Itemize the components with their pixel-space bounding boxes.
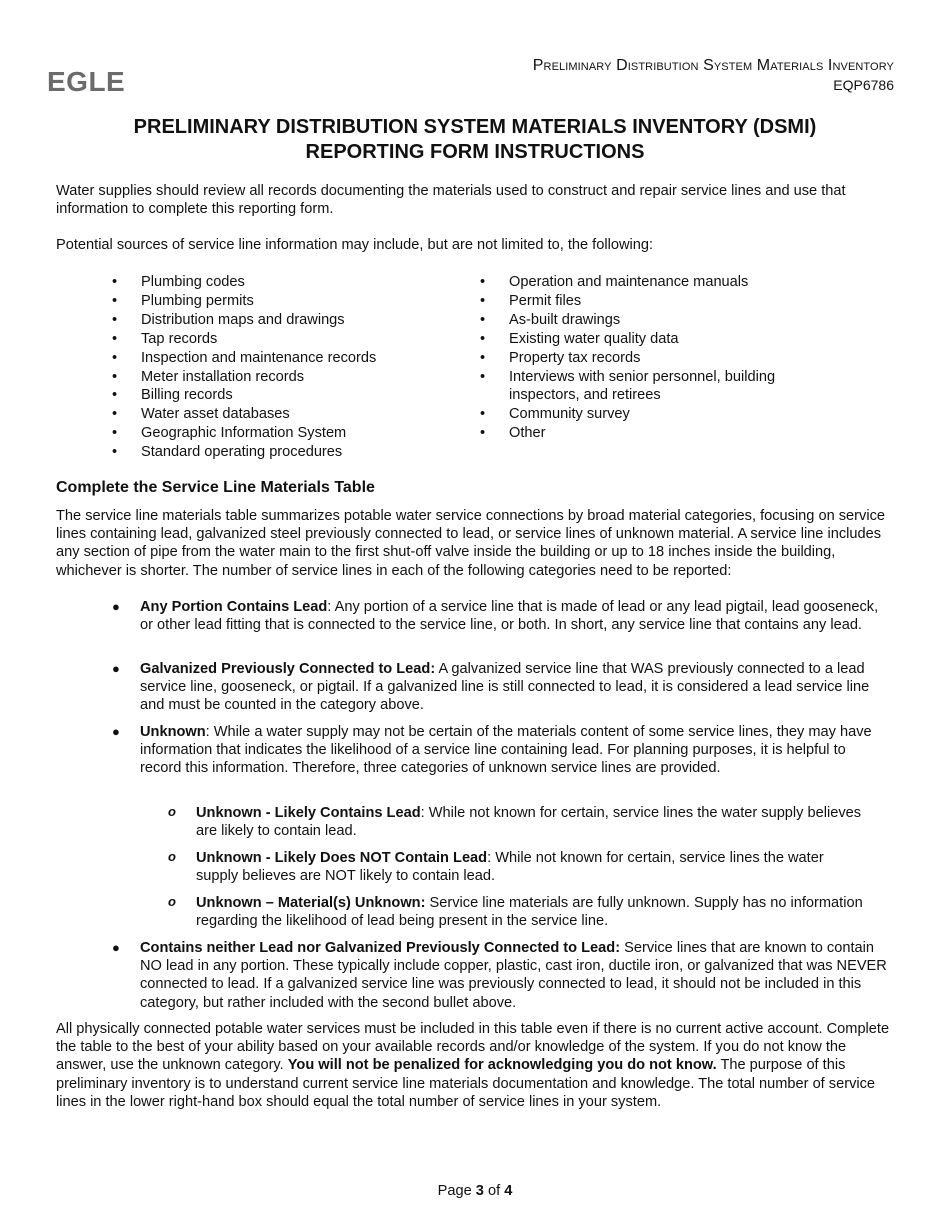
list-item: • As-built drawings bbox=[480, 311, 810, 330]
list-item: • Existing water quality data bbox=[480, 330, 810, 349]
bullet-icon: ● bbox=[112, 724, 120, 739]
term-separator: : bbox=[327, 599, 335, 615]
list-item: • Meter installation records bbox=[112, 368, 452, 387]
category-description: While a water supply may not be certain of the materials content of some service lines, they may have information that indicates the likelihood of a service line containing lead. For planning purposes, it is helpful to record this information. Therefore, three categories of unknown service lines are provided. bbox=[140, 724, 872, 777]
section-intro: The service line materials table summarizes potable water service connections by broad material categories, focusing on service lines containing lead, galvanized steel previously connected to lead, or service lines of unknown material. A service line includes any section of pipe from the water main to the first shut-off valve inside the building or up to 18 inches inside the building, whichever is shorter. The number of service lines in each of the following categories need to be reported: bbox=[56, 508, 885, 579]
bullet-icon: ● bbox=[112, 940, 120, 955]
category-description: Any portion of a service line that is made of lead or any lead pigtail, lead gooseneck, or other lead fitting that is connected to the service line, or both. In short, any service line that contains any lead. bbox=[140, 599, 879, 634]
list-item: • Geographic Information System bbox=[112, 424, 452, 443]
of-word: of bbox=[483, 1183, 505, 1199]
list-item: • Other bbox=[480, 424, 810, 443]
intro-paragraph: Water supplies should review all records documenting the materials used to construct and repair service lines and use that information to complete this reporting form. bbox=[56, 183, 846, 218]
bullet-icon: ● bbox=[112, 661, 120, 676]
title-line-2: REPORTING FORM INSTRUCTIONS bbox=[305, 141, 645, 163]
category-description: A galvanized service line that WAS previously connected to a lead service line, gooseneck, or pigtail. If a galvanized line is still connected to lead, it is considered a lead service line and must be counted in the category above. bbox=[140, 661, 870, 714]
egle-logo bbox=[47, 68, 127, 93]
logo-text: EGLE bbox=[47, 68, 126, 93]
category-description: While not known for certain, service lines the water supply believes are likely to contain lead. bbox=[196, 805, 862, 840]
list-item: • Community survey bbox=[480, 405, 810, 424]
page-total: 4 bbox=[504, 1183, 513, 1199]
closing-text-end: The purpose of this preliminary inventory is to understand current service line materials documentation and knowledge. The total number of service lines in the lower right-hand box should equal the total number of service lines in your system. bbox=[56, 1057, 876, 1110]
list-item: • Plumbing codes bbox=[112, 273, 452, 292]
sources-list-right bbox=[480, 273, 810, 443]
closing-emphasis: You will not be penalized for acknowledging you do not know. bbox=[287, 1057, 717, 1074]
list-item: • Water asset databases bbox=[112, 405, 452, 424]
list-item: • Inspection and maintenance records bbox=[112, 349, 452, 368]
category-term: Any Portion Contains Lead bbox=[140, 599, 328, 615]
sources-list-left bbox=[112, 273, 452, 462]
document-header bbox=[533, 56, 894, 94]
category-term: Galvanized Previously Connected to Lead: bbox=[140, 661, 436, 677]
closing-paragraph bbox=[56, 1020, 896, 1111]
sub-bullet-icon: o bbox=[168, 804, 176, 819]
list-item: • Billing records bbox=[112, 386, 452, 405]
closing-text: All physically connected potable water services must be included in this table even if there is no current active account. Complete the table to the best of your ability based on your available records and/or knowledge of the system. If you do not know the answer, use the unknown category. bbox=[56, 1021, 890, 1074]
page-title bbox=[56, 115, 894, 165]
category-term: Unknown bbox=[140, 724, 206, 740]
sources-intro: Potential sources of service line information may include, but are not limited to, the following: bbox=[56, 237, 654, 253]
section-heading: Complete the Service Line Materials Table bbox=[56, 479, 375, 496]
term-separator: : bbox=[205, 724, 214, 740]
page-number: 3 bbox=[475, 1183, 484, 1199]
page-footer bbox=[0, 1183, 950, 1199]
list-item: • Interviews with senior personnel, building inspectors, and retirees bbox=[480, 368, 810, 406]
category-term: Unknown - Likely Does NOT Contain Lead bbox=[196, 850, 488, 866]
term-separator: : bbox=[487, 850, 496, 866]
form-code: EQP6786 bbox=[833, 77, 894, 93]
category-description: Service lines that are known to contain NO lead in any portion. These typically include copper, plastic, cast iron, ductile iron, or galvanized that was NEVER connected to lead. If a galvanized service line was previously connected to lead, it should not be included in this category, but rather included with the second bullet above. bbox=[140, 940, 887, 1011]
list-item: • Tap records bbox=[112, 330, 452, 349]
category-description: Service line materials are fully unknown. Supply has no information regarding the likelihood of lead being present in the service line. bbox=[196, 895, 863, 930]
sub-bullet-icon: o bbox=[168, 894, 176, 909]
header-title: Preliminary Distribution System Materials Inventory bbox=[532, 57, 894, 74]
bullet-icon: ● bbox=[112, 599, 120, 614]
list-item: • Standard operating procedures bbox=[112, 443, 452, 462]
category-term: Contains neither Lead nor Galvanized Previously Connected to Lead: bbox=[140, 940, 621, 956]
term-separator: : bbox=[420, 805, 429, 821]
category-description: While not known for certain, service lines the water supply believes are NOT likely to contain lead. bbox=[196, 850, 824, 885]
list-item: • Distribution maps and drawings bbox=[112, 311, 452, 330]
list-item: • Plumbing permits bbox=[112, 292, 452, 311]
category-term: Unknown - Likely Contains Lead bbox=[196, 805, 421, 821]
list-item: • Property tax records bbox=[480, 349, 810, 368]
list-item: • Permit files bbox=[480, 292, 810, 311]
category-term: Unknown – Material(s) Unknown: bbox=[196, 895, 426, 911]
list-item: • Operation and maintenance manuals bbox=[480, 273, 810, 292]
page-word: Page bbox=[437, 1183, 476, 1199]
sub-bullet-icon: o bbox=[168, 849, 176, 864]
title-line-1: PRELIMINARY DISTRIBUTION SYSTEM MATERIALS INVENTORY (DSMI) bbox=[133, 116, 817, 138]
